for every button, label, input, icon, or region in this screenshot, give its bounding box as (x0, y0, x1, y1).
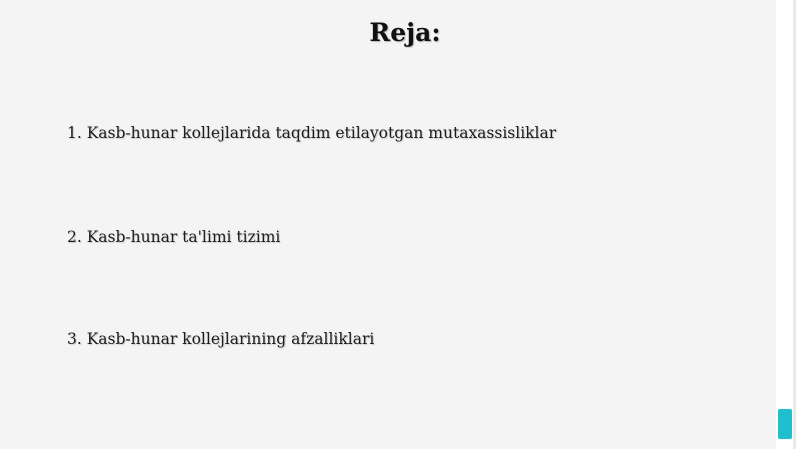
scrollbar-track[interactable] (776, 0, 800, 449)
scrollbar-thumb[interactable] (778, 409, 792, 439)
slide-title: Reja: (369, 18, 441, 47)
plan-item-2: 2. Kasb-hunar ta'limi tizimi (67, 228, 281, 246)
scrollbar-stripe (793, 0, 796, 449)
plan-item-1: 1. Kasb-hunar kollejlarida taqdim etilayotgan mutaxassisliklar (67, 124, 557, 142)
plan-item-3: 3. Kasb-hunar kollejlarining afzalliklari (67, 330, 375, 348)
